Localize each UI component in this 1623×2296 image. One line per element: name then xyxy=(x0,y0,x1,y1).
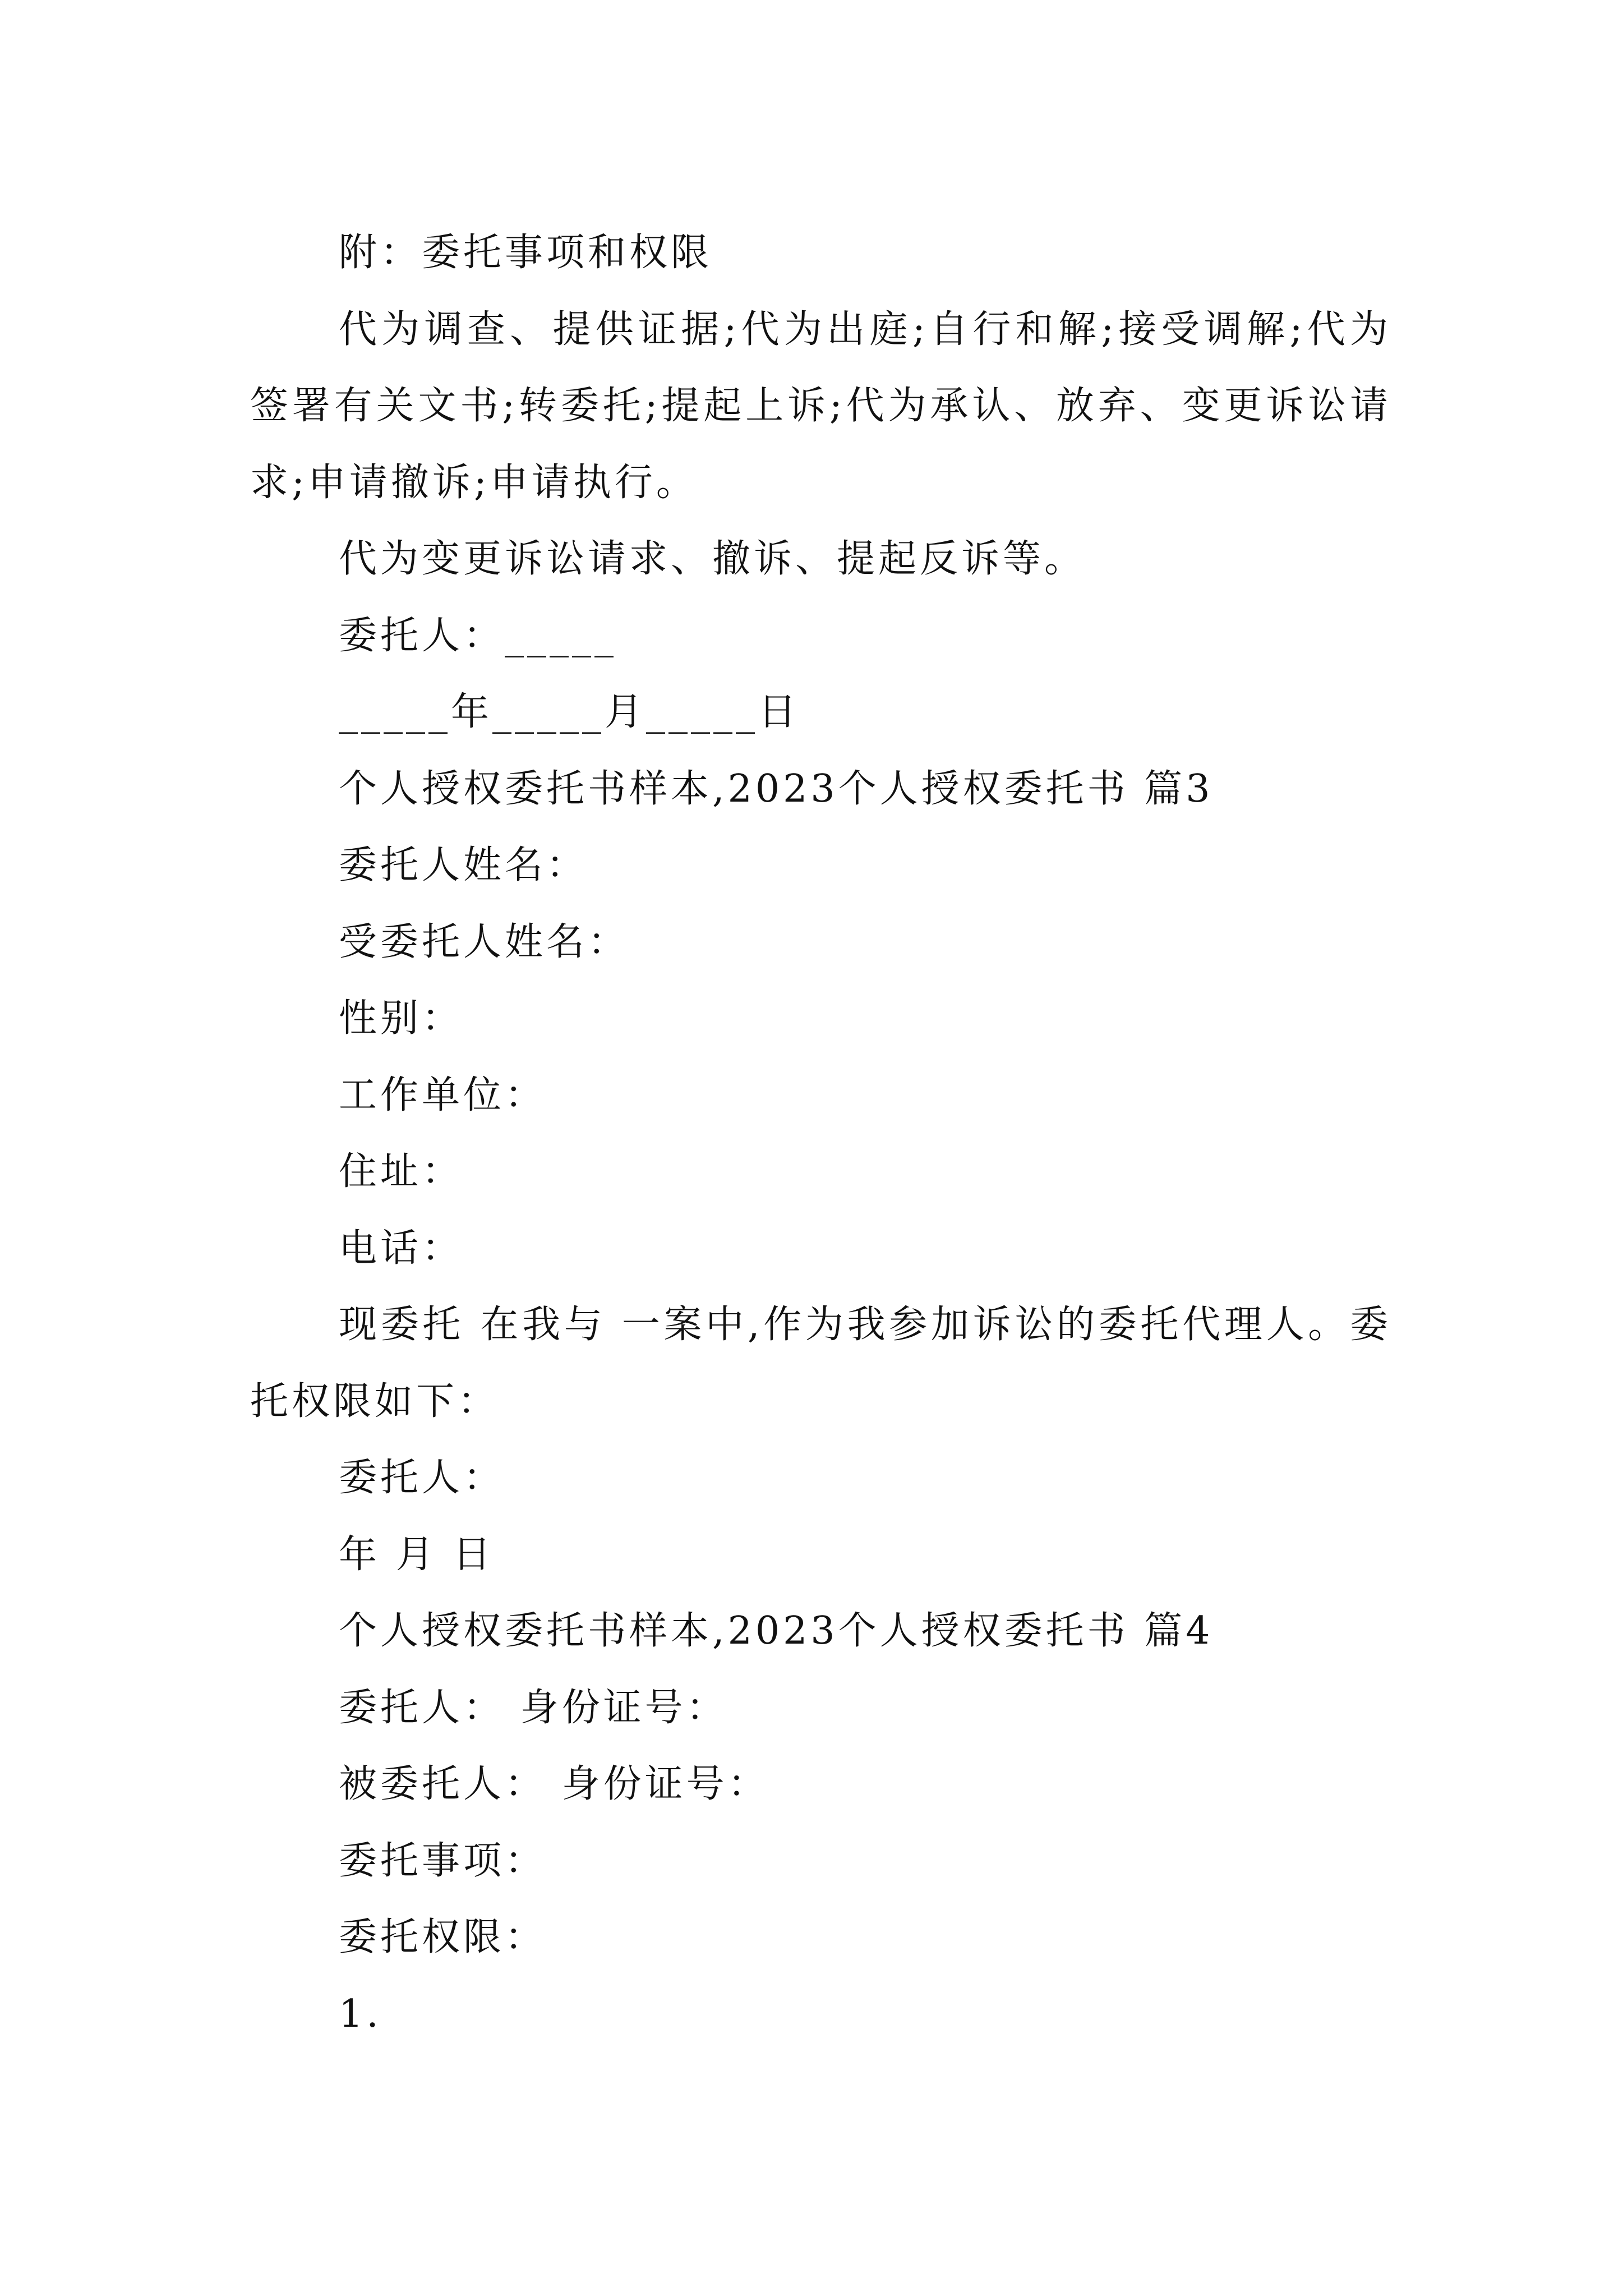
field-gender: 性别： xyxy=(339,996,464,1041)
field-address: 住址： xyxy=(339,1149,464,1194)
date-label: 年 月 日 xyxy=(339,1532,495,1577)
section-heading-4: 个人授权委托书样本,2023个人授权委托书 篇4 xyxy=(339,1609,1214,1653)
field-agent-id: 被委托人： 身份证号： xyxy=(339,1762,769,1806)
principal-label: 委托人： xyxy=(339,1456,505,1500)
field-phone: 电话： xyxy=(339,1226,464,1271)
paragraph-powers: 代为调查、提供证据;代为出庭;自行和解;接受调解;代为签署有关文书;转委托;提起上诉;代为承认、放弃、变更诉讼请求;申请撤诉;申请执行。 xyxy=(250,307,1391,505)
paragraph-variation: 代为变更诉讼请求、撤诉、提起反诉等。 xyxy=(339,537,1086,581)
paragraph-appointment: 现委托 在我与 一案中,作为我参加诉讼的委托代理人。委托权限如下： xyxy=(250,1303,1391,1424)
field-employer: 工作单位： xyxy=(339,1073,547,1117)
document-body xyxy=(250,215,1391,2053)
list-item-1: 1. xyxy=(339,1991,382,2036)
attachment-heading: 附：委托事项和权限 xyxy=(339,231,713,275)
principal-signature-line: 委托人：_____ xyxy=(339,613,617,658)
field-authority: 委托权限： xyxy=(339,1915,547,1959)
section-heading-3: 个人授权委托书样本,2023个人授权委托书 篇3 xyxy=(339,766,1214,811)
field-principal-name: 委托人姓名： xyxy=(339,843,588,887)
field-matters: 委托事项： xyxy=(339,1838,547,1883)
field-principal-id: 委托人： 身份证号： xyxy=(339,1685,728,1730)
date-line: _____年_____月_____日 xyxy=(339,690,800,734)
field-agent-name: 受委托人姓名： xyxy=(339,919,630,964)
